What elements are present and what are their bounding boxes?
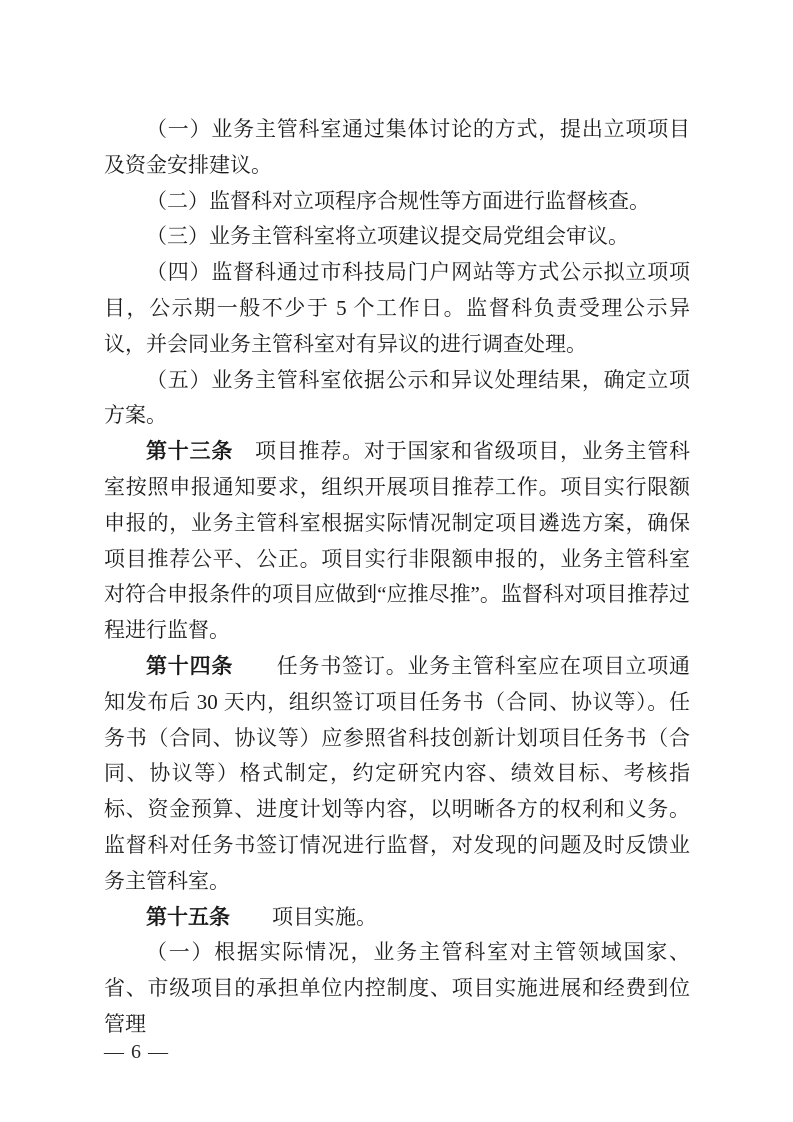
document-body (104, 112, 690, 1043)
paragraph (104, 900, 690, 936)
paragraph-text: （四）监督科通过市科技局门户网站等方式公示拟立项项目，公示期一般不少于 5 个工作日。监督科负责受理公示异议，并会同业务主管科室对有异议的进行调查处理。 (104, 260, 690, 356)
paragraph (104, 184, 690, 220)
paragraph-text: （三）业务主管科室将立项建议提交局党组会审议。 (146, 224, 629, 249)
page-number: — 6 — (104, 1041, 169, 1063)
paragraph (104, 255, 690, 362)
paragraph (104, 112, 690, 184)
paragraph-text: （一）业务主管科室通过集体讨论的方式，提出立项项目及资金安排建议。 (104, 117, 690, 177)
paragraph-text: 项目推荐。对于国家和省级项目，业务主管科室按照申报通知要求，组织开展项目推荐工作。项目实行限额申报的，业务主管科室根据实际情况制定项目遴选方案，确保项目推荐公平、公正。项目实行非限额申报的，业务主管科室对符合申报条件的项目应做到“应推尽推”。监督科对项目推荐过程进行监督。 (104, 439, 691, 643)
paragraph-text: （二）监督科对立项程序合规性等方面进行监督核查。 (146, 188, 650, 213)
paragraph-text: （五）业务主管科室依据公示和异议处理结果，确定立项方案。 (104, 367, 690, 428)
paragraph-text: 任务书签订。业务主管科室应在项目立项通知发布后 30 天内，组织签订项目任务书（合同、协议等）。任务书（合同、协议等）应参照省科技创新计划项目任务书（合同、协议等）格式制定，约定研究内容、绩效目标、考核指标、资金预算、进度计划等内容，以明晰各方的权利和义务。监督科对任务书签订情况进行监督，对发现的问题及时反馈业务主管科室。 (104, 653, 691, 893)
paragraph-text: 项目实施。 (230, 904, 377, 929)
article-number: 第十三条 (146, 439, 234, 464)
article-number: 第十四条 (146, 653, 234, 678)
paragraph (104, 219, 690, 255)
paragraph (104, 363, 690, 435)
paragraph-text: （一）根据实际情况，业务主管科室对主管领域国家、省、市级项目的承担单位内控制度、项目实施进展和经费到位管理 (104, 940, 690, 1036)
paragraph (104, 434, 690, 649)
article-number: 第十五条 (146, 904, 230, 929)
paragraph (104, 649, 690, 900)
paragraph (104, 935, 690, 1042)
